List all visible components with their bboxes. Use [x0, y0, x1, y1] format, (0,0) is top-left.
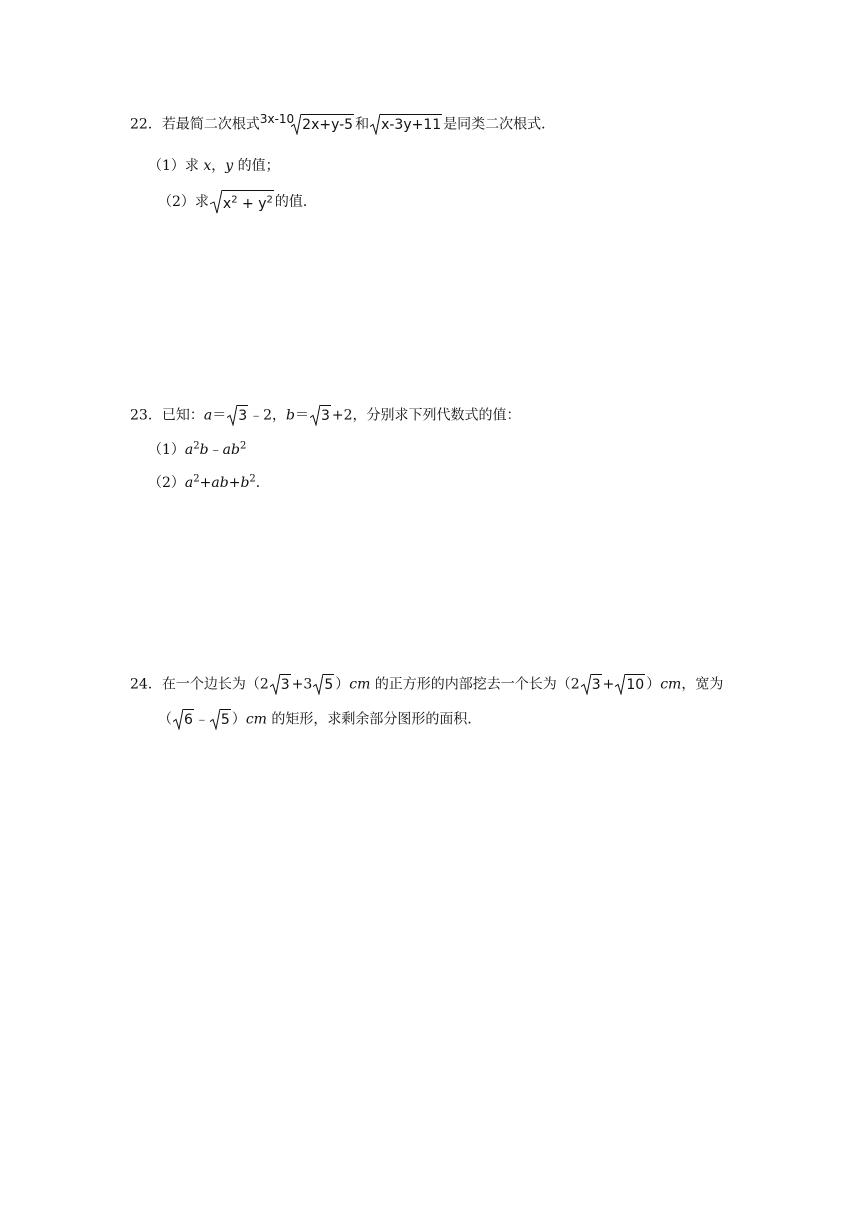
q22-p1-comma: ，: [211, 158, 226, 174]
radical-sign-icon: [270, 674, 280, 695]
q22-part2: [158, 190, 317, 214]
q24-radicand-4: 10: [625, 674, 645, 695]
q23-p2-plus1: +: [199, 475, 212, 491]
q22-p2-exp2: 2: [266, 194, 273, 206]
q22-p1-x: x: [203, 158, 212, 174]
q22-radical-3: [210, 190, 274, 214]
q22-part1: [148, 156, 280, 176]
q23-radical-a: [227, 405, 248, 426]
q22-p2-exp1: 2: [231, 194, 238, 206]
q23-p2-exp2: 2: [249, 473, 256, 485]
radical-sign-icon: [227, 405, 237, 426]
q22-root-index: 3x-10: [259, 111, 295, 126]
q23-p1-b: b: [199, 442, 209, 458]
q23-radical-b: [310, 405, 331, 426]
radical-sign-icon: [210, 190, 222, 214]
radical-sign-icon: [210, 709, 220, 730]
q22-radicand-1: 2x+y-5: [301, 114, 354, 135]
q23-number: 23．: [130, 407, 162, 424]
q22-p2-x: x: [222, 196, 232, 212]
radical-sign-icon: [313, 674, 323, 695]
q24-radical-2: [313, 674, 334, 695]
q22-tail: 是同类二次根式．: [443, 116, 556, 133]
q23-p1-minus: ﹣: [208, 442, 223, 458]
q22-radicand-2: x-3y+11: [380, 114, 442, 135]
q22-p1-y: y: [225, 158, 234, 174]
q24-cm3: cm: [245, 711, 267, 728]
q23-radicand-a: 3: [237, 405, 248, 426]
q24-cm2: cm: [660, 676, 682, 693]
q23-plus2: +2，分别求下列代数式的值：: [331, 407, 521, 424]
q24-line2: [158, 709, 481, 730]
q22-intro: 若最简二次根式: [161, 116, 260, 133]
q24-t4: 的正方形的内部挖去一个长为（2: [374, 676, 580, 693]
q24-l2-tail: 的矩形，求剩余部分图形的面积．: [271, 711, 482, 728]
q24-radical-3: [581, 674, 602, 695]
q24-t6: ）: [646, 676, 661, 693]
q23-eq1: ＝: [212, 407, 227, 424]
q23-p1-a: a: [184, 442, 194, 458]
q22-p1-tail: 的值；: [237, 158, 280, 174]
q24-line1: [130, 674, 723, 695]
q22-p2-prefix: （2）求: [158, 194, 209, 210]
q24-l2-minus: ﹣: [194, 711, 209, 728]
radical-sign-icon: [291, 114, 301, 135]
q24-t3: ）: [335, 676, 350, 693]
q23-p2-prefix: （2）: [148, 475, 185, 491]
q23-radicand-b: 3: [320, 405, 331, 426]
q22-radical-1: [291, 114, 354, 135]
q24-l2-open: （: [158, 711, 172, 728]
q24-radicand-1: 3: [280, 674, 291, 695]
q23-eq2: ＝: [295, 407, 309, 424]
q24-t7: ，宽为: [681, 676, 724, 693]
q23-minus2: ﹣2，: [249, 407, 287, 424]
q24-radicand-3: 3: [591, 674, 602, 695]
q24-t1: 在一个边长为（2: [161, 676, 269, 693]
q22-p2-plus: +: [242, 196, 254, 212]
q23-a: a: [203, 407, 213, 424]
q22-conj: 和: [355, 116, 370, 133]
q23-p1-exp2: 2: [239, 440, 247, 452]
q23-p2-b: b: [240, 475, 250, 491]
q23-p1-prefix: （1）: [148, 442, 185, 458]
q23-p2-tail: ．: [255, 475, 270, 491]
q24-radical-1: [270, 674, 291, 695]
q22-number: 22．: [130, 116, 162, 133]
radical-sign-icon: [173, 709, 183, 730]
q23-p2-exp: 2: [193, 473, 200, 485]
q24-t2: +3: [291, 676, 313, 693]
q24-radicand-6: 5: [220, 709, 231, 730]
q23-stem: [130, 405, 521, 426]
q23-b: b: [286, 407, 295, 424]
q23-p2-ab: ab: [211, 475, 229, 491]
q24-radical-6: [210, 709, 231, 730]
radical-sign-icon: [581, 674, 591, 695]
q24-cm1: cm: [349, 676, 371, 693]
q24-number: 24．: [130, 676, 162, 693]
q24-radical-5: [173, 709, 194, 730]
q22-stem: [130, 111, 556, 135]
q22-p1-prefix: （1）求: [148, 158, 199, 174]
q23-intro: 已知：: [161, 407, 204, 424]
q23-p2-plus2: +: [228, 475, 241, 491]
q23-part2: [148, 473, 270, 493]
q23-p1-exp: 2: [193, 440, 200, 452]
radical-sign-icon: [370, 114, 380, 135]
q24-radicand-5: 6: [183, 709, 194, 730]
q24-radicand-2: 5: [323, 674, 334, 695]
q23-p1-ab: ab: [222, 442, 240, 458]
radical-sign-icon: [310, 405, 320, 426]
q24-t5: +: [602, 676, 615, 693]
q22-p2-tail: 的值．: [274, 194, 317, 210]
radical-sign-icon: [615, 674, 625, 695]
q24-l2-close: ）: [231, 711, 246, 728]
q22-p2-y: y: [258, 196, 267, 212]
q24-radical-4: [615, 674, 645, 695]
q22-radical-2: [370, 114, 442, 135]
q23-part1: [148, 440, 246, 460]
q22-radicand-3: [222, 190, 274, 214]
q23-p2-a: a: [184, 475, 194, 491]
